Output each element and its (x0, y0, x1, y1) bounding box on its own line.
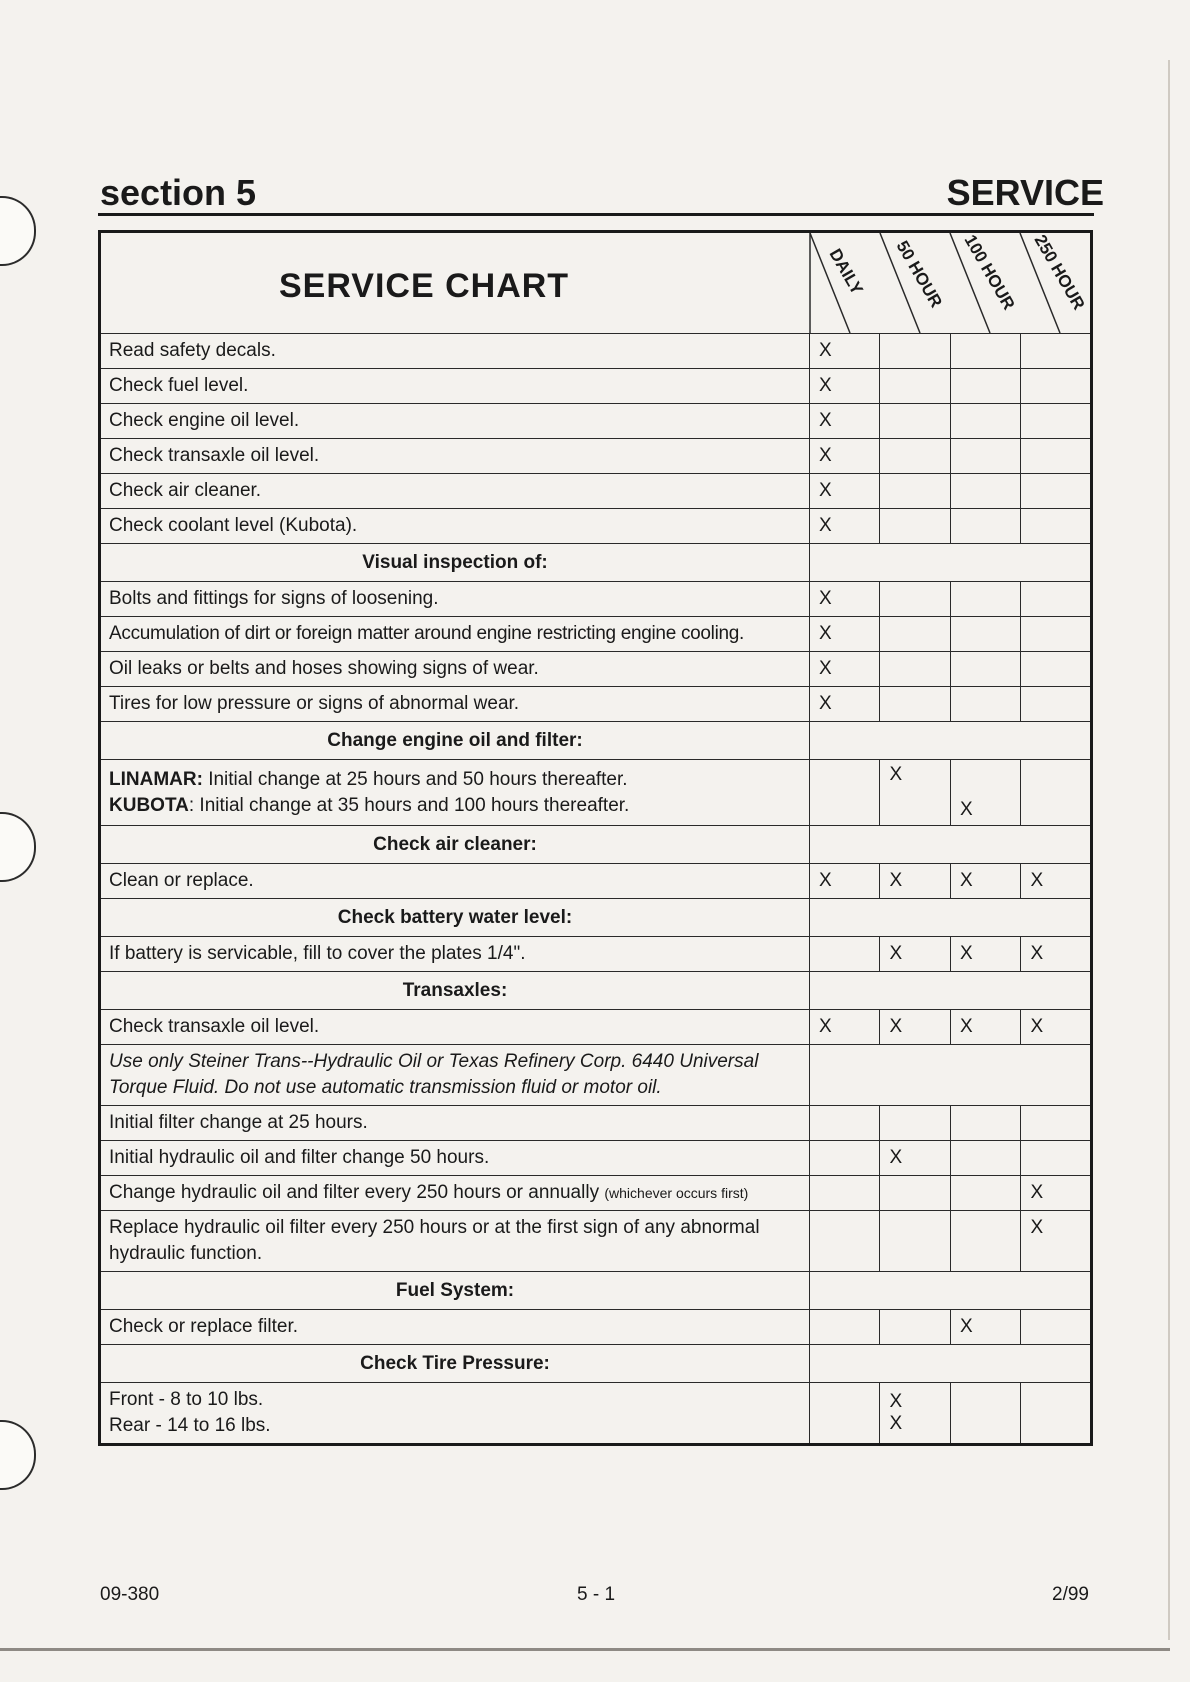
group-spacer (810, 544, 1092, 582)
group-spacer (810, 1272, 1092, 1310)
mark-50-hour: X (880, 1141, 950, 1176)
mark-daily (810, 1176, 880, 1211)
table-row (100, 937, 1092, 972)
task-description (100, 760, 810, 826)
mark-100-hour (950, 652, 1020, 687)
table-row (100, 1176, 1092, 1211)
mark-250-hour: X (1021, 1010, 1092, 1045)
mark-250-hour (1021, 617, 1092, 652)
mark-50-hour (880, 439, 950, 474)
task-description: Check coolant level (Kubota). (100, 509, 810, 544)
column-header-50-hour: 50 HOUR (892, 237, 946, 311)
table-row (100, 509, 1092, 544)
mark-250-hour (1021, 1383, 1092, 1445)
page-edge-bottom (0, 1648, 1170, 1651)
mark-100-hour (950, 334, 1020, 369)
kubota-line (109, 793, 801, 819)
column-headers (810, 233, 1090, 333)
mark-rear: X (889, 1413, 903, 1434)
mark-250-hour (1021, 652, 1092, 687)
mark-250-hour (1021, 439, 1092, 474)
group-row (100, 722, 1092, 760)
task-description (100, 1383, 810, 1445)
table-row (100, 582, 1092, 617)
table-row (100, 617, 1092, 652)
table-row (100, 652, 1092, 687)
mark-daily (810, 1141, 880, 1176)
table-row (100, 1106, 1092, 1141)
mark-250-hour (1021, 334, 1092, 369)
mark-250-hour (1021, 582, 1092, 617)
group-heading: Visual inspection of: (100, 544, 810, 582)
group-heading: Change engine oil and filter: (100, 722, 810, 760)
mark-daily: X (810, 474, 880, 509)
task-description: Clean or replace. (100, 864, 810, 899)
rear-pressure: Rear - 14 to 16 lbs. (109, 1415, 271, 1436)
task-description: Check air cleaner. (100, 474, 810, 509)
mark-daily: X (810, 439, 880, 474)
mark-daily: X (810, 404, 880, 439)
mark-50-hour (880, 1310, 950, 1345)
mark-100-hour: X (950, 864, 1020, 899)
column-header-daily: DAILY (825, 245, 867, 298)
section-title: SERVICE (946, 172, 1104, 213)
revision-date: 2/99 (1052, 1584, 1089, 1605)
column-header-cell (810, 232, 1092, 334)
mark-daily: X (810, 1010, 880, 1045)
group-row (100, 899, 1092, 937)
table-row (100, 334, 1092, 369)
mark-daily (810, 1106, 880, 1141)
task-description: Bolts and fittings for signs of loosening. (100, 582, 810, 617)
table-row (100, 687, 1092, 722)
mark-250-hour (1021, 760, 1092, 826)
mark-100-hour: X (950, 760, 1020, 826)
mark-50-hour: X (880, 760, 950, 826)
task-description: Tires for low pressure or signs of abnormal wear. (100, 687, 810, 722)
mark-250-hour (1021, 1141, 1092, 1176)
mark-250-hour: X (1021, 1176, 1092, 1211)
mark-250-hour (1021, 404, 1092, 439)
mark-50-hour (880, 369, 950, 404)
mark-50-hour: X (880, 937, 950, 972)
mark-daily: X (810, 687, 880, 722)
mark-250-hour (1021, 687, 1092, 722)
group-heading: Check Tire Pressure: (100, 1345, 810, 1383)
mark-daily: X (810, 617, 880, 652)
table-row (100, 404, 1092, 439)
mark-100-hour (950, 687, 1020, 722)
punch-hole (0, 812, 36, 882)
linamar-text: Initial change at 25 hours and 50 hours thereafter. (202, 768, 628, 790)
mark-50-hour (880, 687, 950, 722)
chart-title: SERVICE CHART (279, 267, 570, 305)
mark-daily (810, 760, 880, 826)
mark-100-hour (950, 1383, 1020, 1445)
mark-100-hour (950, 617, 1020, 652)
mark-50-hour (880, 334, 950, 369)
task-description (100, 1176, 810, 1211)
group-spacer (810, 722, 1092, 760)
linamar-label: LINAMAR: (109, 768, 203, 790)
table-row (100, 1141, 1092, 1176)
note-spacer (810, 1045, 1092, 1106)
task-description: Accumulation of dirt or foreign matter around engine restricting engine cooling. (100, 617, 810, 652)
table-row (100, 474, 1092, 509)
chart-title-cell (100, 232, 810, 334)
task-qualifier: (whichever occurs first) (604, 1185, 749, 1201)
group-row (100, 826, 1092, 864)
group-row (100, 1345, 1092, 1383)
task-text: Change hydraulic oil and filter every 250 hours or annually (109, 1182, 600, 1203)
mark-daily: X (810, 582, 880, 617)
mark-50-hour (880, 474, 950, 509)
mark-100-hour: X (950, 1310, 1020, 1345)
task-description: Initial hydraulic oil and filter change 50 hours. (100, 1141, 810, 1176)
task-description: Oil leaks or belts and hoses showing signs of wear. (100, 652, 810, 687)
task-description: If battery is servicable, fill to cover the plates 1/4". (100, 937, 810, 972)
punch-hole (0, 1420, 36, 1490)
task-description: Check engine oil level. (100, 404, 810, 439)
task-description: Replace hydraulic oil filter every 250 hours or at the first sign of any abnormal hydraulic function. (100, 1211, 810, 1272)
mark-100-hour (950, 1176, 1020, 1211)
group-heading: Check battery water level: (100, 899, 810, 937)
mark-50-hour (880, 1176, 950, 1211)
mark-100-hour: X (950, 1010, 1020, 1045)
group-spacer (810, 1345, 1092, 1383)
task-description: Check transaxle oil level. (100, 1010, 810, 1045)
table-row (100, 1310, 1092, 1345)
group-spacer (810, 972, 1092, 1010)
table-row (100, 864, 1092, 899)
mark-100-hour (950, 439, 1020, 474)
column-header-100-hour: 100 HOUR (960, 231, 1019, 314)
group-spacer (810, 899, 1092, 937)
linamar-line (109, 767, 801, 793)
mark-daily: X (810, 369, 880, 404)
mark-100-hour (950, 474, 1020, 509)
kubota-label: KUBOTA (109, 794, 189, 816)
mark-50-hour (880, 582, 950, 617)
table-row (100, 760, 1092, 826)
doc-number: 09-380 (100, 1584, 160, 1605)
group-row (100, 544, 1092, 582)
front-pressure: Front - 8 to 10 lbs. (109, 1389, 264, 1410)
mark-250-hour (1021, 1106, 1092, 1141)
mark-250-hour: X (1021, 1211, 1092, 1272)
mark-daily: X (810, 334, 880, 369)
mark-50-hour: X (880, 1010, 950, 1045)
mark-50-hour (880, 404, 950, 439)
table-row (100, 439, 1092, 474)
group-heading: Transaxles: (100, 972, 810, 1010)
mark-250-hour (1021, 369, 1092, 404)
mark-250-hour (1021, 509, 1092, 544)
table-row (100, 1010, 1092, 1045)
mark-daily (810, 1310, 880, 1345)
table-row (100, 369, 1092, 404)
mark-50-hour (880, 1211, 950, 1272)
mark-daily (810, 937, 880, 972)
mark-daily: X (810, 652, 880, 687)
mark-100-hour (950, 404, 1020, 439)
note-row (100, 1045, 1092, 1106)
mark-daily: X (810, 509, 880, 544)
mark-50-hour (880, 652, 950, 687)
group-row (100, 972, 1092, 1010)
mark-250-hour (1021, 474, 1092, 509)
mark-50-hour (880, 509, 950, 544)
task-description: Initial filter change at 25 hours. (100, 1106, 810, 1141)
punch-hole (0, 196, 36, 266)
column-header-250-hour: 250 HOUR (1030, 231, 1089, 314)
mark-100-hour (950, 1211, 1020, 1272)
group-heading: Fuel System: (100, 1272, 810, 1310)
mark-250-hour (1021, 1310, 1092, 1345)
mark-100-hour (950, 369, 1020, 404)
table-row (100, 1383, 1092, 1445)
mark-100-hour (950, 582, 1020, 617)
mark-50-hour (880, 1383, 950, 1445)
task-description: Read safety decals. (100, 334, 810, 369)
mark-100-hour (950, 1141, 1020, 1176)
table-row (100, 1211, 1092, 1272)
page-number: 5 - 1 (577, 1584, 616, 1605)
section-label: section 5 (100, 172, 257, 213)
kubota-text: : Initial change at 35 hours and 100 hours thereafter. (188, 794, 630, 816)
mark-front: X (889, 1391, 903, 1412)
mark-250-hour: X (1021, 937, 1092, 972)
group-spacer (810, 826, 1092, 864)
page-edge (1168, 60, 1170, 1640)
task-description: Check fuel level. (100, 369, 810, 404)
group-heading: Check air cleaner: (100, 826, 810, 864)
fluid-note: Use only Steiner Trans--Hydraulic Oil or Texas Refinery Corp. 6440 Universal Torque Fluid. Do not use automatic transmission fluid or motor oil. (100, 1045, 810, 1106)
mark-daily (810, 1383, 880, 1445)
mark-50-hour (880, 617, 950, 652)
mark-100-hour (950, 509, 1020, 544)
mark-daily (810, 1211, 880, 1272)
mark-100-hour: X (950, 937, 1020, 972)
group-row (100, 1272, 1092, 1310)
header-rule (98, 213, 1094, 216)
task-description: Check transaxle oil level. (100, 439, 810, 474)
mark-50-hour: X (880, 864, 950, 899)
task-description: Check or replace filter. (100, 1310, 810, 1345)
mark-100-hour (950, 1106, 1020, 1141)
mark-250-hour: X (1021, 864, 1092, 899)
mark-daily: X (810, 864, 880, 899)
service-chart-table (98, 230, 1093, 1446)
mark-50-hour (880, 1106, 950, 1141)
